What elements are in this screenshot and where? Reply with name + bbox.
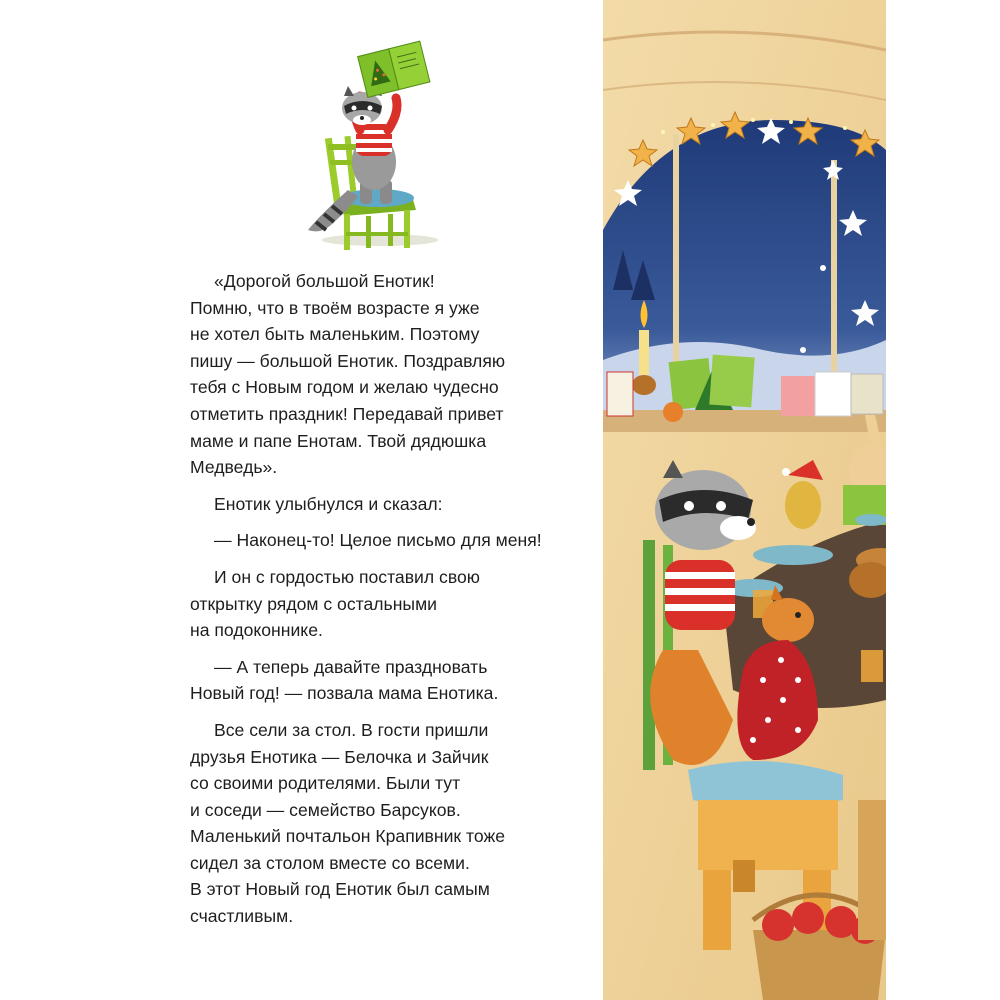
text-line: Помню, что в твоём возрасте я уже bbox=[190, 297, 480, 318]
text-line: И он с гордостью поставил свою bbox=[214, 566, 480, 587]
text-line: В этот Новый год Енотик был самым bbox=[190, 879, 490, 900]
paragraph-guests bbox=[190, 717, 590, 930]
text-line: маме и папе Енотам. Твой дядюшка bbox=[190, 430, 487, 451]
text-line: — А теперь давайте праздновать bbox=[214, 656, 488, 677]
text-line: тебя с Новым годом и желаю чудесно bbox=[190, 377, 499, 398]
text-line: друзья Енотика — Белочка и Зайчик bbox=[190, 746, 489, 767]
text-line: — Наконец-то! Целое письмо для меня! bbox=[214, 530, 542, 551]
paragraph-proudly bbox=[190, 564, 590, 644]
paragraph-celebrate bbox=[190, 654, 590, 707]
paragraph-letter bbox=[190, 268, 590, 481]
text-line: сидел за столом вместе со всеми. bbox=[190, 852, 470, 873]
text-line: Все сели за стол. В гости пришли bbox=[214, 719, 489, 740]
text-line: открытку рядом с остальными bbox=[190, 593, 437, 614]
text-line: Медведь». bbox=[190, 457, 278, 478]
celebration-illustration bbox=[603, 0, 886, 1000]
text-line: «Дорогой большой Енотик! bbox=[214, 271, 435, 291]
text-line: счастливым. bbox=[190, 906, 294, 927]
text-line: Маленький почтальон Крапивник тоже bbox=[190, 826, 506, 847]
text-line: Енотик улыбнулся и сказал: bbox=[214, 493, 443, 514]
story-text bbox=[190, 268, 590, 940]
text-line: отметить праздник! Передавай привет bbox=[190, 403, 504, 424]
text-line: Новый год! — позвала мама Енотика. bbox=[190, 683, 499, 704]
text-line: со своими родителями. Были тут bbox=[190, 773, 461, 794]
paragraph-smiled bbox=[190, 491, 590, 518]
paragraph-finally bbox=[190, 527, 590, 554]
text-line: не хотел быть маленьким. Поэтому bbox=[190, 324, 480, 345]
raccoon-vignette bbox=[300, 40, 450, 255]
text-line: на подоконнике. bbox=[190, 620, 323, 641]
raccoon-illustration bbox=[300, 40, 450, 255]
text-line: и соседи — семейство Барсуков. bbox=[190, 799, 461, 820]
dinner-scene-illustration bbox=[603, 0, 886, 1000]
text-line: пишу — большой Енотик. Поздравляю bbox=[190, 350, 506, 371]
